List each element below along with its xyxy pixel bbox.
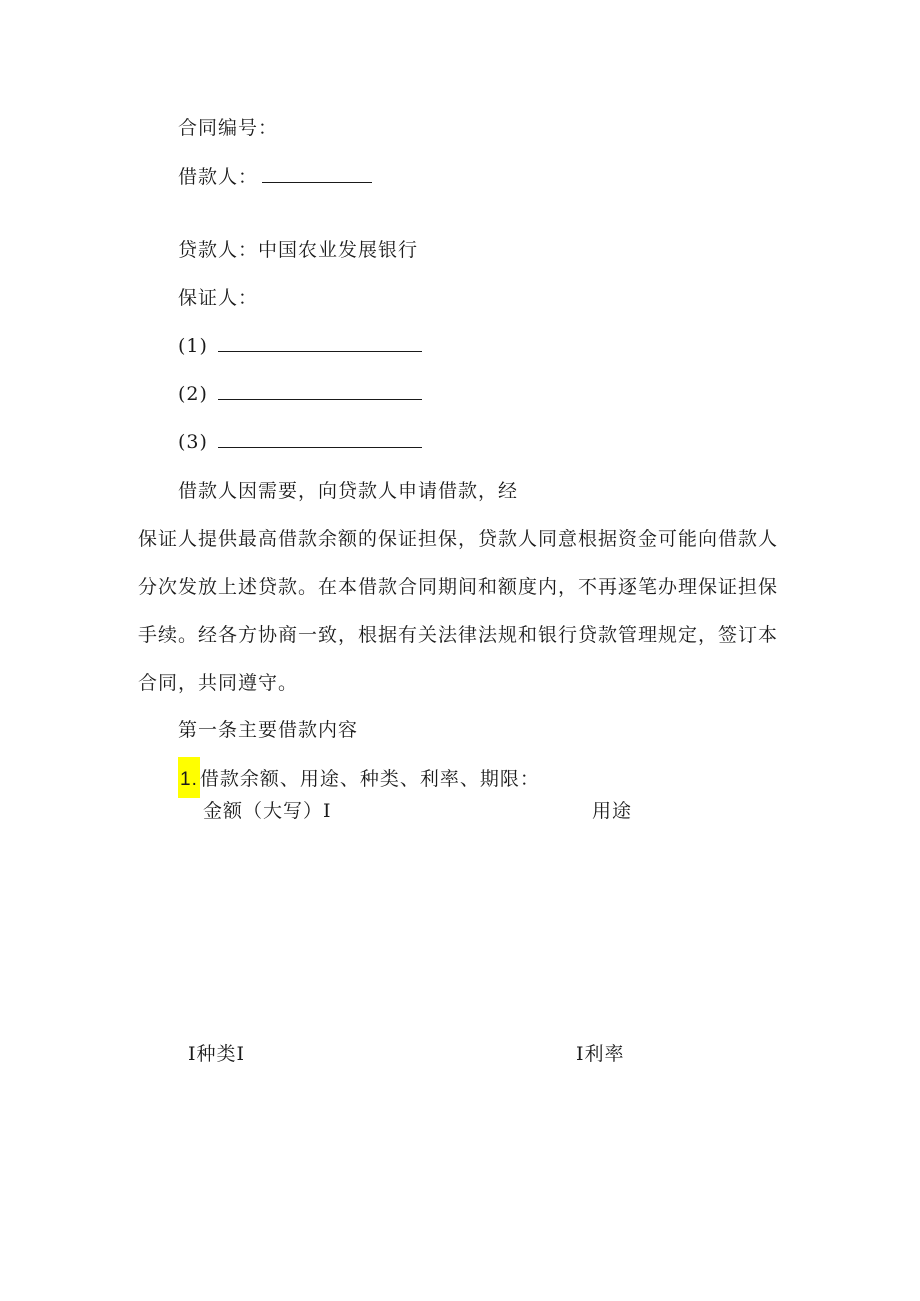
paragraph-line: 保证人提供最高借款余额的保证担保，贷款人同意根据资金可能向借款人 [138, 528, 779, 550]
intro-paragraph [138, 515, 786, 707]
guarantor-number: (1) [178, 335, 208, 357]
intro-first-line: 借款人因需要，向贷款人申请借款，经 [178, 480, 519, 502]
purpose-label: 用途 [592, 800, 633, 822]
guarantor-row [178, 334, 422, 358]
guarantor-blank [218, 335, 422, 352]
paragraph-line: 分次发放上述贷款。在本借款合同期间和额度内，不再逐笔办理保证担保 [138, 576, 779, 598]
guarantor-blank [218, 383, 422, 400]
borrower-row [178, 165, 372, 189]
paragraph-line: 手续。经各方协商一致，根据有关法律法规和银行贷款管理规定，签订本 [138, 624, 779, 646]
item-one-text: 借款余额、用途、种类、利率、期限： [199, 768, 540, 790]
article-one-heading: 第一条主要借款内容 [178, 719, 359, 741]
guarantor-number: (2) [178, 383, 208, 405]
paragraph-line: 合同，共同遵守。 [138, 672, 299, 694]
type-label: I种类I [188, 1043, 246, 1065]
lender-label: 贷款人：中国农业发展银行 [178, 239, 419, 261]
borrower-blank [262, 166, 372, 183]
guarantor-label: 保证人： [178, 287, 259, 309]
item-one-row [178, 767, 540, 792]
borrower-label: 借款人： [178, 166, 259, 188]
guarantor-blank [218, 431, 422, 448]
rate-label: I利率 [576, 1043, 625, 1065]
item-number-highlight: 1. [178, 757, 200, 798]
guarantor-number: (3) [178, 431, 208, 453]
guarantor-row [178, 430, 422, 454]
amount-label: 金额（大写）I [203, 800, 332, 822]
guarantor-row [178, 382, 422, 406]
contract-number-label: 合同编号： [178, 117, 279, 139]
